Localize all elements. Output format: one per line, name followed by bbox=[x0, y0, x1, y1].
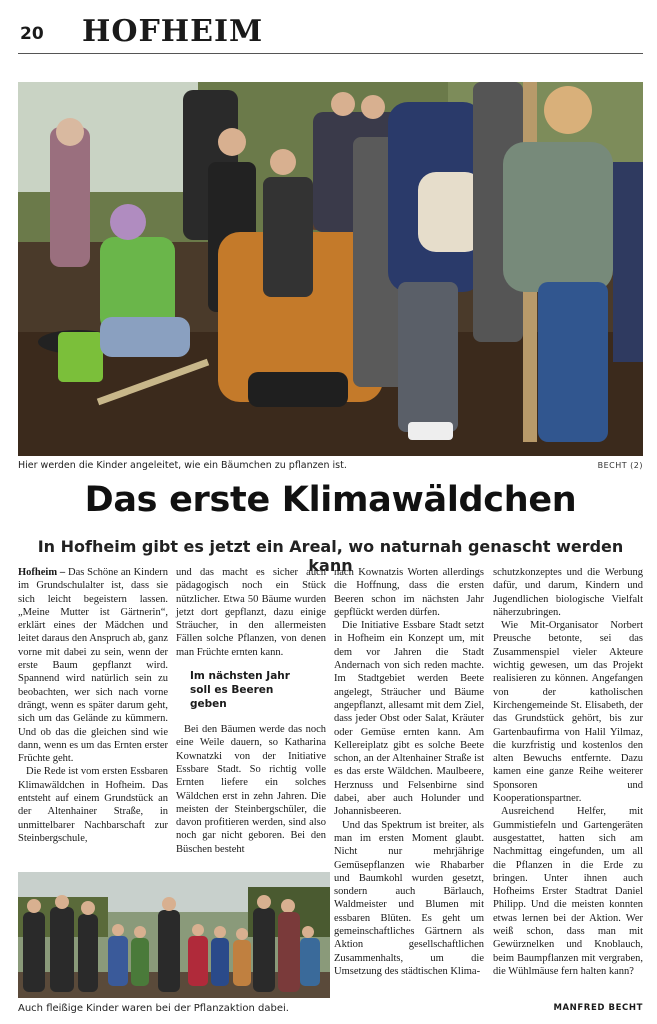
paragraph: und das macht es sicher auch pädagogisch noch ein Stück nützlicher. Etwa 50 Bäume wurden jetzt dort gepflanzt, dazu einige Sträucher, in den allermeisten Fällen solche Pflanzen, von denen man Früchte ernten kann. bbox=[176, 567, 326, 658]
group-photo bbox=[18, 872, 330, 998]
interheading: Im nächsten Jahr soll es Beeren geben bbox=[190, 670, 290, 711]
dateline: Hofheim – bbox=[18, 567, 66, 578]
group-photo-caption: Auch fleißige Kinder waren bei der Pflanzaktion dabei. bbox=[18, 1003, 289, 1014]
paragraph: Und das Spektrum ist breiter, als man im ersten Moment glaubt. Nicht nur mehrjährige Gemüsepflanzen wie Rhabarber und Baumkohl wurden gesetzt, sondern auch Bärlauch, Waldmeister und Blumen mit essbaren Blüten. Es geht um gemeinschaftliches Gärtnern als Aktion gesellschaftlichen Zusammenhalts, um die Umsetzung des städtischen Klima- bbox=[334, 819, 484, 977]
article-subhead: In Hofheim gibt es jetzt ein Areal, wo naturnah genascht werden kann bbox=[37, 537, 624, 575]
photo-credit: BECHT (2) bbox=[597, 461, 643, 470]
paragraph: Bei den Bäumen werde das noch eine Weile dauern, so Katharina Kownatzki von der Initiative Essbare Stadt. So richtig volle Ernten liefere ein solches Wäldchen erst in zehn Jahren. Die meisten der Steinbergschüler, die davon profitieren werden, sind also noch gar nicht geboren. Bei den Büschen besteht bbox=[176, 724, 326, 855]
text-column-3 bbox=[334, 566, 484, 978]
paragraph: Ausreichend Helfer, mit Gummistiefeln und Gartengeräten ausgestattet, hatten sich am Nachmittag eingefunden, um all die Pflanzen in die Erde zu bringen. Unter ihnen auch Hofheims Erster Stadtrat Daniel Philipp. Und die meisten konnten etwas lernen bei der Aktion. Wer weiß schon, dass man mit Gewürznelken und Knoblauch, beim Baumpflanzen mit vergraben, die Wühlmäuse fern halten kann? bbox=[493, 806, 643, 977]
paragraph-text: Das Schöne an Kindern im Grundschulalter ist, dass sie sich leicht begeistern lassen. „Meine Mutter ist Gärtnerin“, erklärt eines der Mädchen und leitet daraus den Anspruch ab, ganz vorne mit dabei zu sein, wenn der erste Baum gepflanzt wird. Spannend wird natürlich sein zu beobachten, wer sich nach vorne drängt, wenn es später darum geht, sich um das Gelände zu kümmern. Und ob das die gleichen sind wie dann, wenn es um das Ernten erster Früchte geht. bbox=[18, 567, 169, 765]
text-column-2 bbox=[176, 566, 326, 856]
paragraph: Die Rede ist vom ersten Essbaren Klimawäldchen in Hofheim. Das entsteht auf einem Grundstück an der Altenhainer Straße, in unmittelbarer Nachbarschaft zur Steinbergschule, bbox=[18, 766, 168, 844]
paragraph: schutzkonzeptes und die Werbung dafür, und darum, Kindern und Jugendlichen biologische Vielfalt näherzubringen. bbox=[493, 567, 643, 618]
page-number: 20 bbox=[20, 24, 44, 44]
section-title: HOFHEIM bbox=[82, 14, 264, 49]
paragraph: Die Initiative Essbare Stadt setzt in Hofheim ein Konzept um, mit dem vor Jahren die Stadt Andernach von sich reden machte. Im Stadtgebiet werden Beete angelegt, Sträucher und Bäume angepflanzt, allesamt mit dem Ziel, dass jeder Obst oder Salat, Kräuter oder Gemüse ernten kann. Am Kellereiplatz gibt es solche Beete schon, an der Altenhainer Straße ist es das erste Wäldchen. Maulbeere, Herznuss und Felsenbirne sind dabei, aber auch Holunder und Johannisbeeren. bbox=[334, 620, 484, 818]
paragraph: nach Kownatzis Worten allerdings die Hoffnung, dass die ersten Beeren schon im nächsten Jahr gepflückt werden dürfen. bbox=[334, 567, 484, 618]
article-headline: Das erste Klimawäldchen bbox=[84, 480, 577, 520]
author-byline: MANFRED BECHT bbox=[553, 1003, 643, 1013]
text-column-1 bbox=[18, 566, 168, 862]
text-column-4 bbox=[493, 566, 643, 978]
main-photo bbox=[18, 82, 643, 456]
paragraph: Wie Mit-Organisator Norbert Preusche betonte, sei das Zusammenspiel vieler Akteure wichtig gewesen, um das Projekt realisieren zu können. Angefangen von der katholischen Kirchengemeinde St. Elisabeth, der das Grundstück gehört, bis zur Gartenbaufirma von Halil Yilmaz, die kurzfristig und kostenlos den alten Bewuchs entfernte. Dazu kamen eine ganze Reihe weiterer Sponsoren und Kooperationspartner. bbox=[493, 620, 643, 805]
main-photo-caption: Hier werden die Kinder angeleitet, wie ein Bäumchen zu pflanzen ist. bbox=[18, 460, 347, 471]
paragraph bbox=[18, 566, 168, 765]
page-header bbox=[18, 14, 643, 54]
